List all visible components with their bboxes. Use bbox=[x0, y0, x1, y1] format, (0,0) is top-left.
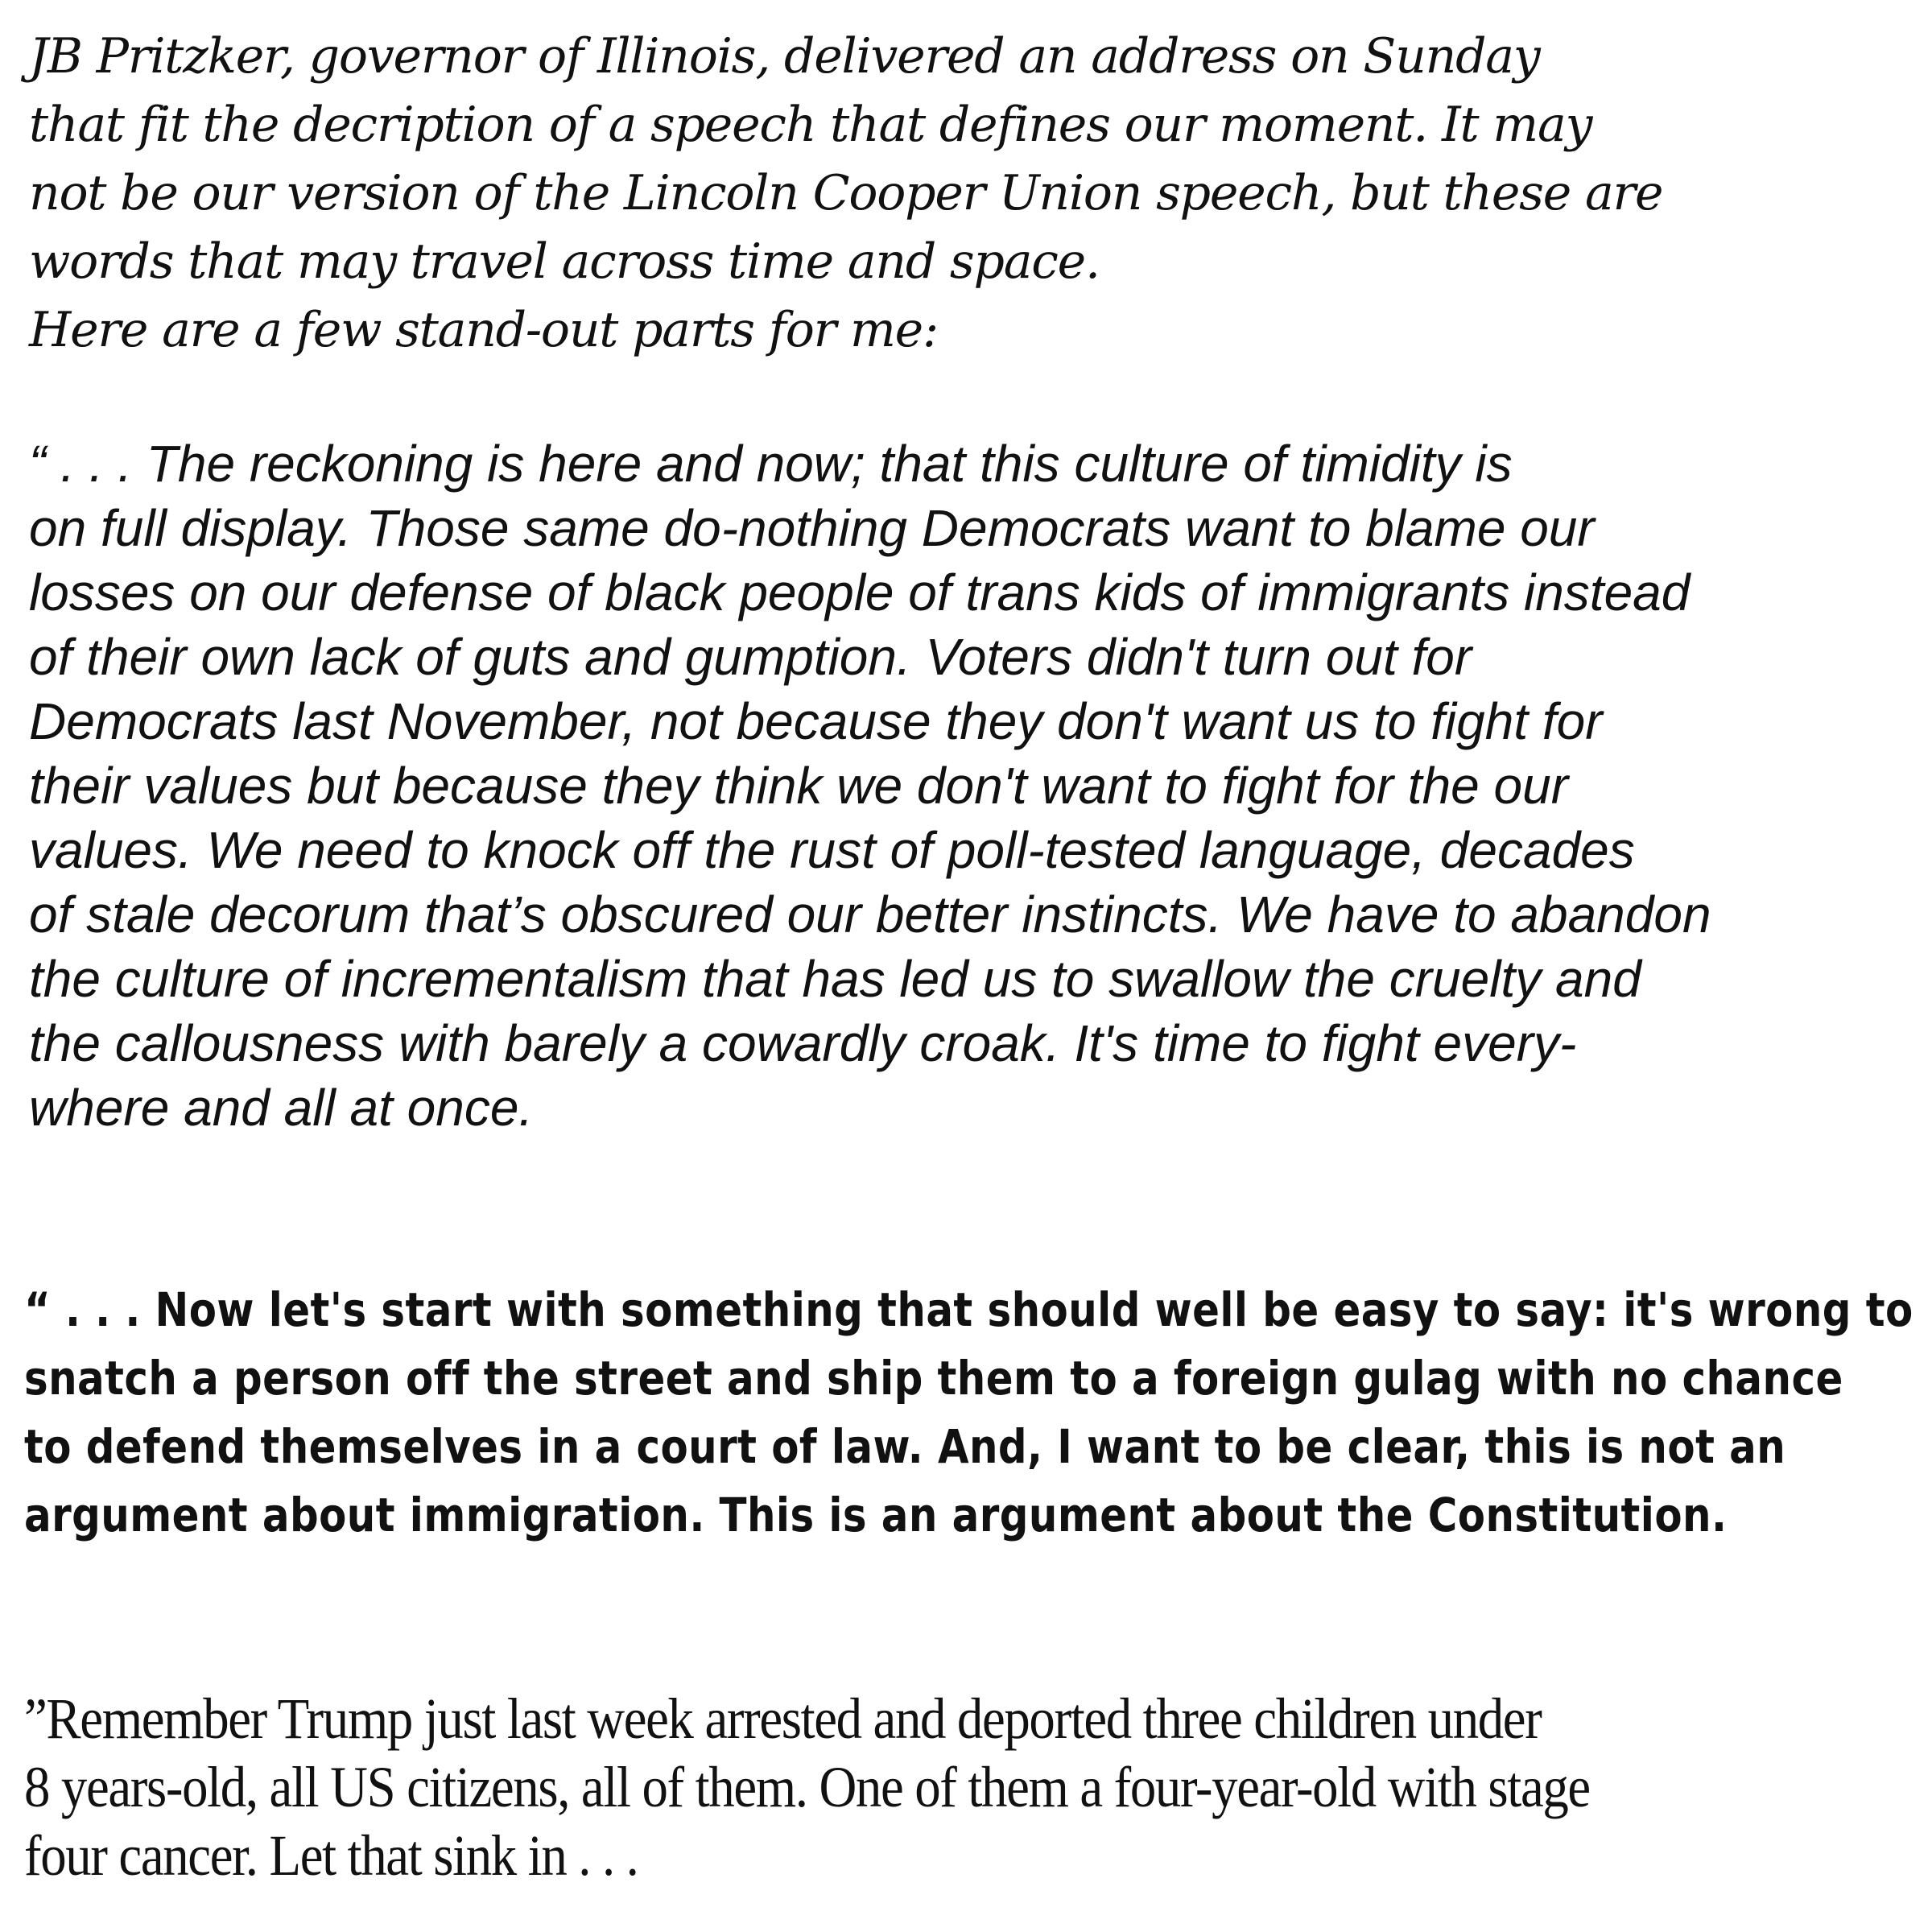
quote-line: the culture of incrementalism that has led us to swallow the cruelty and bbox=[29, 950, 1641, 1008]
quote-line: the callousness with barely a cowardly croak. It's time to fight every- bbox=[29, 1014, 1577, 1072]
quote-line: of their own lack of guts and gumption. Voters didn't turn out for bbox=[29, 628, 1472, 686]
quote-line: 8 years-old, all US citizens, all of them. One of them a four-year-old with stage bbox=[24, 1755, 1590, 1819]
quote-line: on full display. Those same do-nothing Democrats want to blame our bbox=[29, 499, 1595, 557]
intro-line: JB Pritzker, governor of Illinois, delivered an address on Sunday bbox=[29, 28, 1540, 85]
intro-line: words that may travel across time and space. bbox=[29, 233, 1100, 290]
quote-line: Democrats last November, not because they don't want us to fight for bbox=[29, 692, 1603, 750]
quote-line: snatch a person off the street and ship them to a foreign gulag with no chance bbox=[24, 1351, 1843, 1406]
quote-line: four cancer. Let that sink in . . . bbox=[24, 1823, 638, 1888]
quote-line: “ . . . Now let's start with something that should well be easy to say: it's wrong to bbox=[24, 1282, 1913, 1337]
quote-line: where and all at once. bbox=[29, 1079, 534, 1137]
quote-line: values. We need to knock off the rust of poll-tested language, decades bbox=[29, 821, 1635, 879]
quote-line: ”Remember Trump just last week arrested and deported three children under bbox=[24, 1686, 1542, 1751]
quote-line: argument about immigration. This is an argument about the Constitution. bbox=[24, 1488, 1728, 1542]
intro-line: that fit the decription of a speech that defines our moment. It may bbox=[29, 97, 1592, 153]
quote-line: losses on our defense of black people of trans kids of immigrants instead bbox=[29, 564, 1690, 621]
quote-line: their values but because they think we don't want to fight for the our bbox=[29, 757, 1569, 815]
quote-line: “ . . . The reckoning is here and now; that this culture of timidity is bbox=[29, 435, 1513, 493]
quote-line: of stale decorum that’s obscured our better instincts. We have to abandon bbox=[29, 886, 1711, 943]
intro-line: Here are a few stand-out parts for me: bbox=[29, 302, 938, 358]
intro-line: not be our version of the Lincoln Cooper Union speech, but these are bbox=[29, 165, 1663, 221]
quote-line: to defend themselves in a court of law. And, I want to be clear, this is not an bbox=[24, 1419, 1786, 1474]
